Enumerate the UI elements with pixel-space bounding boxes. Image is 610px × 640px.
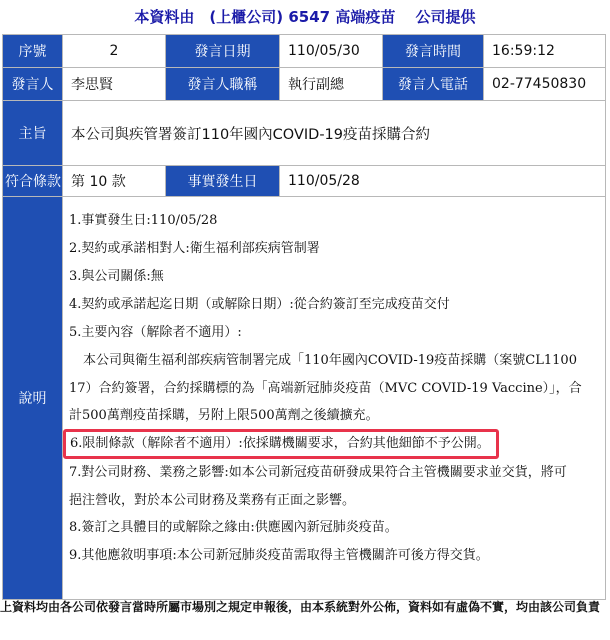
announce-time-label: 發言時間	[383, 35, 484, 68]
seq-value: 2	[63, 35, 166, 68]
desc-item-7: 7.對公司財務、業務之影響:如本公司新冠疫苗研發成果符合主管機關要求並交貨，將可	[69, 465, 567, 480]
announce-time-value: 16:59:12	[484, 35, 606, 68]
announcement-table	[2, 34, 606, 600]
desc-item-3: 3.與公司關係:無	[69, 269, 164, 284]
desc-item-6-row	[69, 429, 599, 459]
desc-item-8: 8.簽訂之具體目的或解除之緣由:供應國內新冠肺炎疫苗。	[69, 520, 398, 535]
seq-label: 序號	[3, 35, 63, 68]
desc-item-5-body-line3: 計500萬劑疫苗採購，另附上限500萬劑之後續擴充。	[69, 408, 379, 423]
announce-date-value: 110/05/30	[280, 35, 383, 68]
row-description	[3, 197, 606, 600]
speaker-title-value: 執行副總	[280, 68, 383, 101]
speaker-label: 發言人	[3, 68, 63, 101]
desc-item-1: 1.事實發生日:110/05/28	[69, 213, 218, 228]
document-title: 本資料由 (上櫃公司) 6547 高端疫苗 公司提供	[134, 8, 476, 26]
speaker-phone-label: 發言人電話	[383, 68, 484, 101]
row-speaker	[3, 68, 606, 101]
desc-item-7-cont: 挹注營收，對於本公司財務及業務有正面之影響。	[69, 493, 356, 508]
speaker-title-label: 發言人職稱	[166, 68, 280, 101]
event-date-value: 110/05/28	[280, 166, 606, 197]
announce-date-label: 發言日期	[166, 35, 280, 68]
event-date-label: 事實發生日	[166, 166, 280, 197]
desc-item-2: 2.契約或承諾相對人:衛生福利部疾病管制署	[69, 241, 320, 256]
clause-label: 符合條款	[3, 166, 63, 197]
subject-value: 本公司與疾管署簽訂110年國內COVID-19疫苗採購合約	[63, 101, 606, 166]
desc-item-4: 4.契約或承諾起迄日期（或解除日期）:從合約簽訂至完成疫苗交付	[69, 297, 450, 312]
clause-value: 第 10 款	[63, 166, 166, 197]
description-label: 說明	[3, 197, 63, 600]
row-sequence	[3, 35, 606, 68]
row-clause	[3, 166, 606, 197]
desc-item-5-body-line2: 17）合約簽署，合約採購標的為「高端新冠肺炎疫苗（MVC COVID-19 Vaccine）」，合	[69, 381, 582, 396]
speaker-phone-value: 02-77450830	[484, 68, 606, 101]
desc-item-6-highlighted: 6.限制條款（解除者不適用）:依採購機關要求，合約其他細節不予公開。	[63, 429, 499, 459]
subject-label: 主旨	[3, 101, 63, 166]
row-subject	[3, 101, 606, 166]
disclaimer-footer: 上資料均由各公司依發言當時所屬市場別之規定申報後，由本系統對外公佈，資料如有虛偽不實，均由該公司負責	[0, 600, 601, 614]
description-body	[63, 197, 606, 600]
desc-item-9: 9.其他應敘明事項:本公司新冠肺炎疫苗需取得主管機關許可後方得交貨。	[69, 548, 489, 563]
desc-item-5: 5.主要內容（解除者不適用）:	[69, 325, 242, 340]
desc-item-5-body-line1: 本公司與衛生福利部疾病管制署完成「110年國內COVID-19疫苗採購（案號CL1100	[83, 353, 577, 368]
speaker-value: 李思賢	[63, 68, 166, 101]
